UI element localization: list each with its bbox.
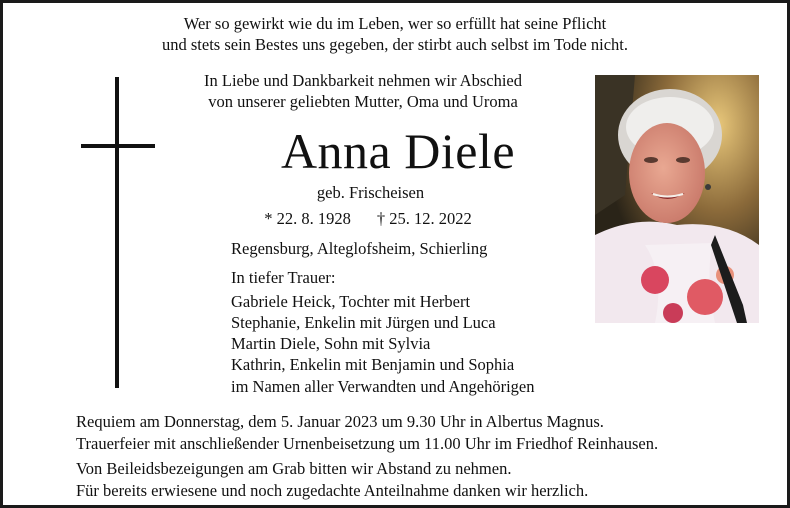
- portrait-image: [595, 75, 759, 323]
- deceased-name: Anna Diele: [280, 123, 516, 179]
- death-date: † 25. 12. 2022: [376, 209, 472, 228]
- mourners-list: [231, 291, 514, 375]
- closing-notice: [76, 458, 588, 501]
- memorial-verse: [3, 13, 787, 55]
- portrait-photo: [595, 75, 759, 323]
- maiden-name: geb. Frischeisen: [316, 183, 425, 202]
- mourner-item: Martin Diele, Sohn mit Sylvia: [231, 334, 431, 353]
- intro-line: In Liebe und Dankbarkeit nehmen wir Abschied: [204, 71, 522, 90]
- mourner-item: Gabriele Heick, Tochter mit Herbert: [231, 292, 471, 311]
- service-line: Trauerfeier mit anschließender Urnenbeisetzung um 11.00 Uhr im Friedhof Reinhausen.: [76, 433, 659, 453]
- life-dates: [153, 209, 583, 229]
- service-details: [76, 411, 658, 454]
- places: Regensburg, Alteglofsheim, Schierling: [231, 239, 488, 258]
- mourner-item: Kathrin, Enkelin mit Benjamin und Sophia: [231, 355, 515, 374]
- notice-line: Von Beileidsbezeigungen am Grab bitten wir Abstand zu nehmen.: [76, 459, 512, 478]
- mourner-item: Stephanie, Enkelin mit Jürgen und Luca: [231, 313, 496, 332]
- birth-date: * 22. 8. 1928: [264, 209, 351, 228]
- intro-line: von unserer geliebten Mutter, Oma und Uroma: [208, 92, 518, 111]
- verse-line: und stets sein Bestes uns gegeben, der stirbt auch selbst im Tode nicht.: [162, 35, 628, 54]
- notice-line: Für bereits erwiesene und noch zugedachte Anteilnahme danken wir herzlich.: [76, 480, 589, 500]
- service-line: Requiem am Donnerstag, dem 5. Januar 2023 um 9.30 Uhr in Albertus Magnus.: [76, 412, 604, 431]
- verse-line: Wer so gewirkt wie du im Leben, wer so erfüllt hat seine Pflicht: [183, 14, 607, 33]
- relatives-line: im Namen aller Verwandten und Angehörigen: [231, 377, 535, 396]
- cross-icon-bar: [81, 144, 155, 148]
- farewell-intro: [153, 70, 573, 112]
- cross-icon: [115, 77, 119, 388]
- mourning-label: In tiefer Trauer:: [231, 268, 336, 287]
